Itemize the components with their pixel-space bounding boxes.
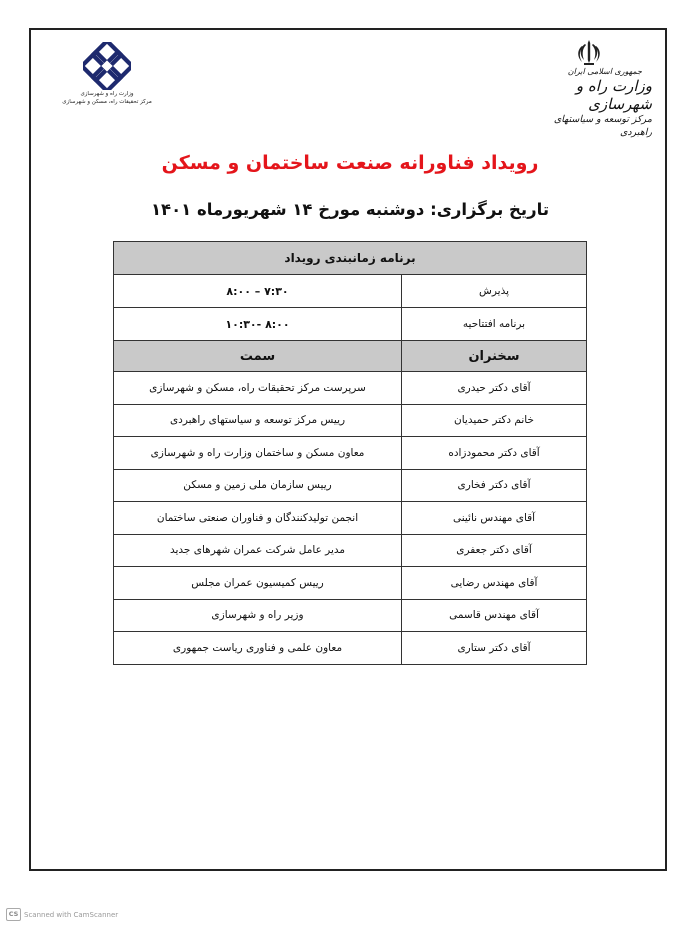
speaker-position: معاون علمی و فناوری ریاست جمهوری	[114, 632, 402, 665]
speaker-row	[114, 599, 587, 632]
camscanner-watermark	[6, 908, 118, 921]
speaker-row	[114, 567, 587, 600]
speaker-name: آقای دکتر فخاری	[402, 469, 587, 502]
phase-time: ۷:۳۰ – ۸:۰۰	[114, 275, 402, 308]
speaker-position: رییس سازمان ملی زمین و مسکن	[114, 469, 402, 502]
phase-row	[114, 275, 587, 308]
speakers-column-header: سخنران	[402, 341, 587, 372]
phase-time: ۸:۰۰ -۱۰:۳۰	[114, 308, 402, 341]
ministry-line-3: مرکز توسعه و سیاستهای راهبردی	[553, 114, 652, 138]
speakers-header-row	[114, 341, 587, 372]
speaker-name: آقای دکتر محمودزاده	[402, 437, 587, 470]
speaker-position: وزیر راه و شهرسازی	[114, 599, 402, 632]
phase-label: پذیرش	[402, 275, 587, 308]
left-logo-caption-1: وزارت راه و شهرسازی	[80, 91, 134, 97]
speaker-name: آقای مهندس رضایی	[402, 567, 587, 600]
speaker-position: مدیر عامل شرکت عمران شهرهای جدید	[114, 534, 402, 567]
ministry-logo	[548, 38, 652, 139]
schedule-heading: برنامه زمانبندی رویداد	[114, 242, 587, 275]
schedule-table	[113, 241, 587, 665]
ministry-line-1: جمهوری اسلامی ایران	[567, 67, 642, 76]
speaker-position: رییس کمیسیون عمران مجلس	[114, 567, 402, 600]
event-title: رویداد فناورانه صنعت ساختمان و مسکن	[161, 152, 539, 174]
knot-logo-icon	[83, 42, 131, 90]
speaker-position: سرپرست مرکز تحقیقات راه، مسکن و شهرسازی	[114, 372, 402, 405]
camscanner-badge: CS	[6, 908, 21, 921]
speaker-row	[114, 534, 587, 567]
speaker-row	[114, 502, 587, 535]
ministry-line-2: وزارت راه و شهرسازی	[575, 77, 652, 113]
speaker-row	[114, 437, 587, 470]
camscanner-text: Scanned with CamScanner	[24, 910, 119, 919]
schedule-heading-row	[114, 242, 587, 275]
speaker-name: آقای دکتر جعفری	[402, 534, 587, 567]
speaker-name: آقای دکتر ستاری	[402, 632, 587, 665]
speaker-row	[114, 372, 587, 405]
phase-row	[114, 308, 587, 341]
speaker-row	[114, 469, 587, 502]
speaker-name: آقای دکتر حیدری	[402, 372, 587, 405]
speaker-name: آقای مهندس قاسمی	[402, 599, 587, 632]
phase-label: برنامه افتتاحیه	[402, 308, 587, 341]
research-center-logo	[62, 42, 152, 106]
speaker-name: آقای مهندس نائینی	[402, 502, 587, 535]
left-logo-caption-2: مرکز تحقیقات راه، مسکن و شهرسازی	[62, 99, 152, 105]
speaker-row	[114, 404, 587, 437]
speaker-row	[114, 632, 587, 665]
speaker-position: انجمن تولیدکنندگان و فناوران صنعتی ساختمان	[114, 502, 402, 535]
position-column-header: سمت	[114, 341, 402, 372]
speaker-name: خانم دکتر حمیدیان	[402, 404, 587, 437]
event-date: تاریخ برگزاری: دوشنبه مورخ ۱۴ شهریورماه ۱۴۰۱	[150, 200, 550, 219]
speaker-position: رییس مرکز توسعه و سیاستهای راهبردی	[114, 404, 402, 437]
iran-emblem-icon	[576, 38, 602, 66]
speaker-position: معاون مسکن و ساختمان وزارت راه و شهرسازی	[114, 437, 402, 470]
